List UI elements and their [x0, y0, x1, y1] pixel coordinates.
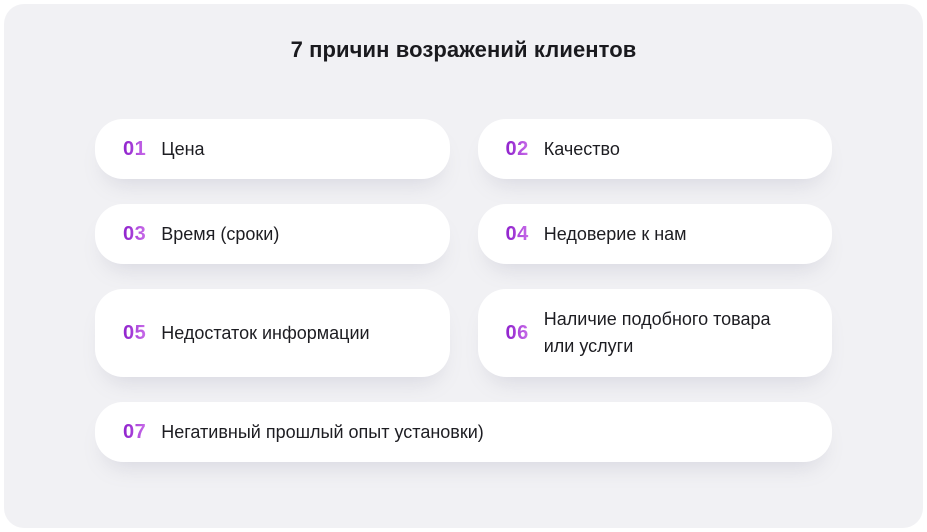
reason-card-6 — [478, 289, 833, 377]
card-label: Негативный прошлый опыт установки) — [161, 421, 484, 442]
page-title: 7 причин возражений клиентов — [290, 37, 637, 62]
reason-card-3 — [95, 204, 450, 264]
reason-card-5 — [95, 289, 450, 377]
card-number: 02 — [505, 137, 529, 160]
card-label: Недоверие к нам — [543, 223, 687, 244]
card-number: 04 — [505, 222, 529, 245]
infographic-panel — [4, 4, 923, 528]
card-label: Время (сроки) — [161, 223, 280, 244]
card-label: Цена — [161, 138, 205, 159]
card-number: 03 — [123, 222, 147, 245]
card-number: 07 — [123, 420, 147, 443]
reason-card-1 — [95, 119, 450, 179]
card-number: 06 — [505, 321, 529, 344]
card-number: 01 — [123, 137, 147, 160]
reason-card-4 — [478, 204, 833, 264]
card-label: Качество — [543, 138, 620, 159]
reason-card-2 — [478, 119, 833, 179]
reasons-grid — [95, 119, 832, 462]
reason-card-7 — [95, 402, 832, 462]
card-number: 05 — [123, 321, 147, 344]
card-label: Недостаток информации — [161, 322, 370, 343]
card-label: Наличие подобного товара или услуги — [543, 309, 771, 356]
